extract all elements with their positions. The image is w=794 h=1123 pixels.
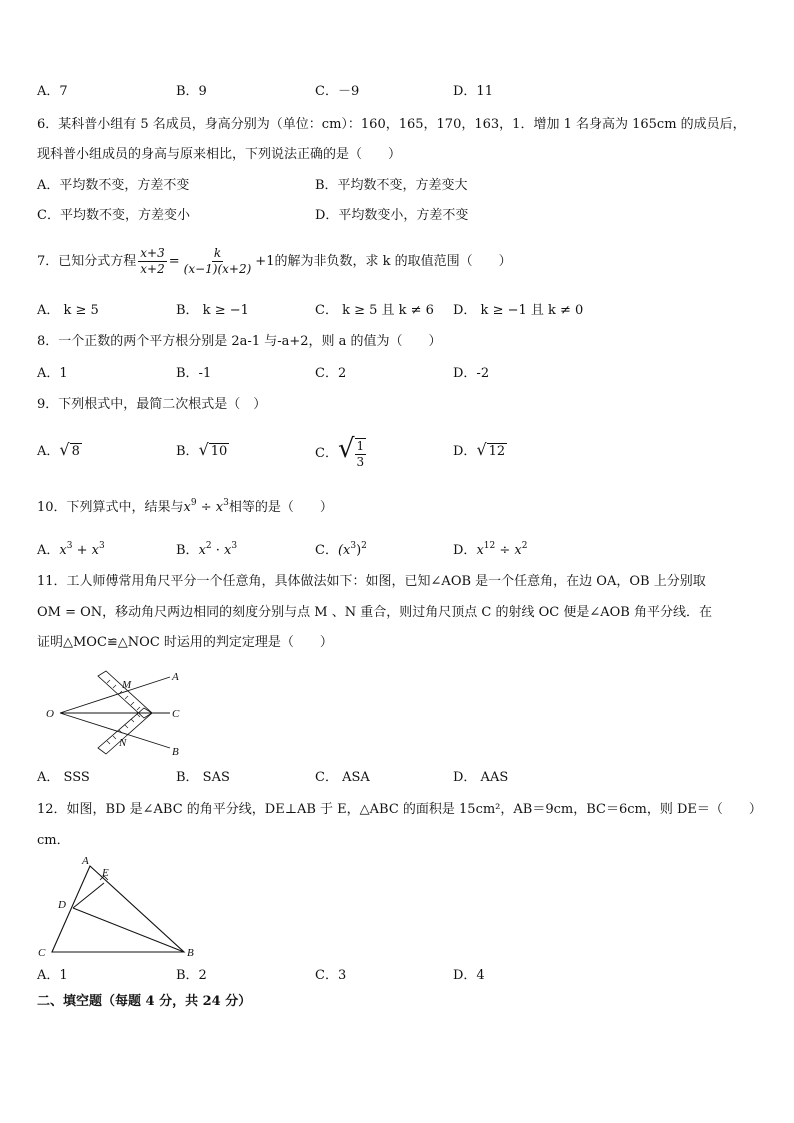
sqrt-icon: √ <box>198 440 209 459</box>
q6-option-c: C．平均数不变，方差变小 <box>37 208 190 223</box>
label-e: E <box>102 867 109 879</box>
q5-option-c: C．－9 <box>315 84 360 99</box>
q9-radicand-d: 12 <box>488 444 506 459</box>
q7-frac1-numerator: x+3 <box>140 246 165 260</box>
q9-c-numerator: 1 <box>356 438 365 453</box>
q7-frac2-numerator: k <box>213 246 222 260</box>
q9-radicand-a: 8 <box>71 444 80 459</box>
label-a: A <box>82 855 89 867</box>
q7-fraction-left <box>138 246 166 277</box>
q10-stem <box>37 494 333 517</box>
ray-ob <box>60 713 170 748</box>
q10-a-base2: x <box>91 543 99 558</box>
sqrt-icon: √ <box>59 440 70 459</box>
q10-exp2: 3 <box>223 498 229 508</box>
q10-exp1: 9 <box>190 498 197 508</box>
q10-c-exp2: 2 <box>361 541 367 551</box>
label-o: O <box>46 708 54 720</box>
q6-option-b: B．平均数不变，方差变大 <box>315 178 468 193</box>
q8-stem: 8．一个正数的两个平方根分别是 2a-1 与-a+2，则 a 的值为（ ） <box>37 334 442 349</box>
q7-frac1-denominator: x+2 <box>140 262 165 276</box>
q5-option-d: D．11 <box>453 84 493 99</box>
q11-option-d: D． AAS <box>453 770 509 785</box>
q10-b-exp1: 2 <box>205 541 212 551</box>
sqrt-icon: √ <box>476 440 487 459</box>
q11-option-c: C． ASA <box>315 770 370 785</box>
q12-option-c: C．3 <box>315 968 347 983</box>
q9-label-a: A． <box>37 444 60 459</box>
q8-option-c: C．2 <box>315 366 347 381</box>
q10-d-exp1: 12 <box>483 541 496 551</box>
q10-b-op: · <box>211 543 225 558</box>
q11-stem-line2: OM = ON，移动角尺两边相同的刻度分别与点 M 、N 重合，则过角尺顶点 C 的射线 OC 便是∠AOB 角平分线．在 <box>37 605 712 620</box>
section-2-heading: 二、填空题（每题 4 分，共 24 分） <box>37 994 252 1009</box>
q7-option-a: A． k ≥ 5 <box>37 303 99 318</box>
label-n: N <box>119 737 127 749</box>
q10-label-d: D． <box>453 543 477 558</box>
q10-suffix: 相等的是（ ） <box>228 500 333 515</box>
label-c: C <box>172 708 180 720</box>
q10-d-exp2: 2 <box>521 541 528 551</box>
q9-option-b <box>176 441 229 461</box>
q9-label-b: B． <box>176 444 199 459</box>
q6-option-d: D．平均数变小，方差不变 <box>315 208 469 223</box>
q7-fraction-right <box>182 246 254 277</box>
q10-option-a <box>37 537 105 560</box>
q10-d-op: ÷ <box>495 543 515 558</box>
q8-option-d: D．-2 <box>453 366 490 381</box>
q8-option-a: A．1 <box>37 366 68 381</box>
q12-option-a: A．1 <box>37 968 68 983</box>
q10-base2: x <box>215 500 224 515</box>
q6-stem-line2: 现科普小组成员的身高与原来相比，下列说法正确的是（ ） <box>37 147 402 162</box>
q10-c-base1: (x <box>337 543 351 558</box>
q7-stem <box>37 245 512 279</box>
q10-label-c: C． <box>315 543 338 558</box>
ray-oa <box>60 677 170 713</box>
q9-option-a <box>37 441 82 461</box>
q10-c-op: ) <box>356 543 362 558</box>
q9-option-d <box>453 441 507 461</box>
q6-stem-line1: 6．某科普小组有 5 名成员，身高分别为（单位：cm）：160，165，170，163，1．增加 1 名身高为 165cm 的成员后， <box>37 117 746 132</box>
q10-label-a: A． <box>37 543 60 558</box>
q10-c-exp1: 3 <box>350 541 357 551</box>
q7-frac2-denominator: (x−1)(x+2) <box>183 262 252 276</box>
q7-option-b: B． k ≥ −1 <box>176 303 249 318</box>
q7-suffix: 的解为非负数，求 k 的取值范围（ ） <box>274 254 512 269</box>
q5-option-b: B．9 <box>176 84 207 99</box>
label-a: A <box>172 671 179 683</box>
q9-label-d: D． <box>453 444 477 459</box>
q10-option-c <box>315 537 367 560</box>
q9-radicand-b: 10 <box>210 444 228 459</box>
q7-option-d: D． k ≥ −1 且 k ≠ 0 <box>453 303 584 318</box>
q10-a-exp2: 3 <box>98 541 105 551</box>
q10-base1: x <box>183 500 191 515</box>
q10-a-op: + <box>72 543 92 558</box>
q10-d-base2: x <box>514 543 522 558</box>
q11-option-b: B． SAS <box>176 770 230 785</box>
q10-b-exp2: 3 <box>231 541 238 551</box>
q7-prefix: 7．已知分式方程 <box>37 254 137 269</box>
q9-radicand-c <box>355 438 367 470</box>
q10-b-base1: x <box>198 543 206 558</box>
label-d: D <box>58 899 66 911</box>
q10-label-b: B． <box>176 543 199 558</box>
q11-angle-ruler-figure <box>40 668 190 760</box>
q10-op: ÷ <box>196 500 216 515</box>
q8-option-b: B．-1 <box>176 366 212 381</box>
segment-de <box>73 883 104 908</box>
segment-bd <box>73 908 184 952</box>
q5-option-a: A．7 <box>37 84 68 99</box>
q9-stem: 9．下列根式中，最简二次根式是（ ） <box>37 397 267 412</box>
q7-plus-one: +1 <box>255 254 275 269</box>
triangle-abc <box>52 866 184 952</box>
q9-c-denominator: 3 <box>356 454 365 469</box>
label-b: B <box>172 746 179 758</box>
q10-b-base2: x <box>224 543 232 558</box>
q12-option-b: B．2 <box>176 968 207 983</box>
q9-label-c: C． <box>315 446 338 461</box>
q11-option-a: A． SSS <box>37 770 90 785</box>
q7-option-c: C． k ≥ 5 且 k ≠ 6 <box>315 303 434 318</box>
sqrt-icon: √ <box>337 434 355 464</box>
q10-d-base1: x <box>476 543 484 558</box>
q10-a-exp1: 3 <box>66 541 73 551</box>
q10-prefix: 10．下列算式中，结果与 <box>37 500 184 515</box>
q10-a-base1: x <box>59 543 67 558</box>
q6-option-a: A．平均数不变，方差不变 <box>37 178 190 193</box>
q10-option-d <box>453 537 527 560</box>
label-c: C <box>38 947 46 959</box>
label-b: B <box>187 947 194 959</box>
q12-stem-line2: cm． <box>37 833 70 848</box>
q9-option-c <box>315 429 368 474</box>
q7-equals: = <box>168 254 180 269</box>
q11-stem-line1: 11．工人师傅常用角尺平分一个任意角，具体做法如下：如图，已知∠AOB 是一个任意角，在边 OA，OB 上分别取 <box>37 574 706 589</box>
label-m: M <box>122 679 132 691</box>
q12-stem-line1: 12．如图，BD 是∠ABC 的角平分线，DE⊥AB 于 E，△ABC 的面积是 15cm²，AB＝9cm，BC＝6cm，则 DE＝（ ） <box>37 802 762 817</box>
q12-triangle-figure <box>34 852 204 962</box>
q10-option-b <box>176 537 237 560</box>
q11-stem-line3: 证明△MOC≌△NOC 时运用的判定定理是（ ） <box>37 635 333 650</box>
q12-option-d: D．4 <box>453 968 485 983</box>
